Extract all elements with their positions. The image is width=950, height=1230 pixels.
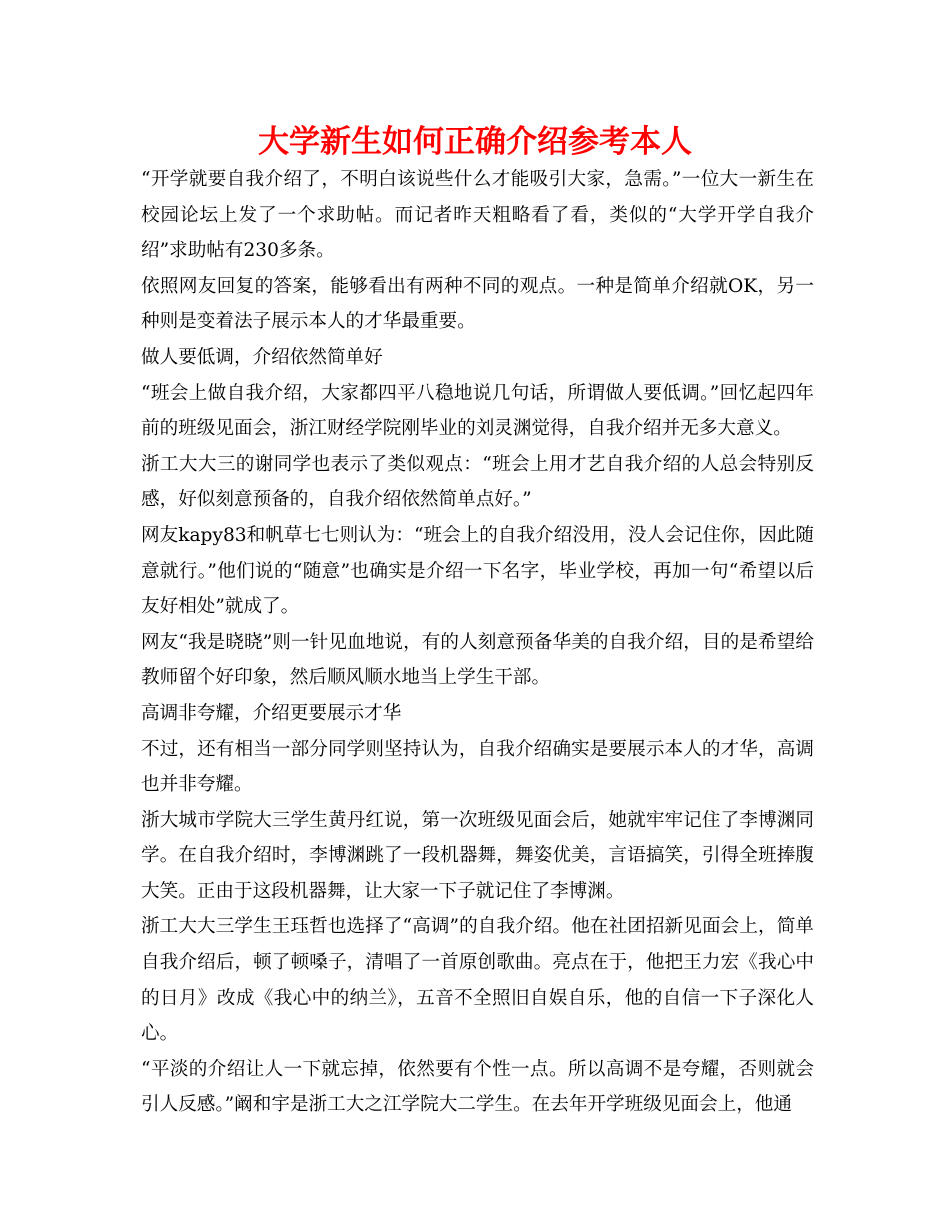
section-heading: 做人要低调，介绍依然简单好 bbox=[141, 346, 383, 368]
document-title: 大学新生如何正确介绍参考本人 bbox=[258, 124, 692, 160]
document-body bbox=[141, 162, 814, 1123]
paragraph: 浙大城市学院大三学生黄丹红说，第一次班级见面会后，她就牢牢记住了李博渊同学。在自我介绍时，李博渊跳了一段机器舞，舞姿优美，言语搞笑，引得全班捧腹大笑。正由于这段机器舞，让大家一下子就记住了李博渊。 bbox=[141, 809, 814, 902]
section-heading: 高调非夸耀，介绍更要展示才华 bbox=[141, 702, 402, 724]
paragraph: 不过，还有相当一部分同学则坚持认为，自我介绍确实是要展示本人的才华，高调也并非夸耀。 bbox=[141, 738, 814, 796]
paragraph: 浙工大大三的谢同学也表示了类似观点：“班会上用才艺自我介绍的人总会特别反感，好似刻意预备的，自我介绍依然简单点好。” bbox=[141, 453, 814, 511]
paragraph: “开学就要自我介绍了，不明白该说些什么才能吸引大家，急需。”一位大一新生在校园论坛上发了一个求助帖。而记者昨天粗略看了看，类似的“大学开学自我介绍”求助帖有230多条。 bbox=[141, 169, 814, 262]
paragraph: 网友“我是晓晓”则一针见血地说，有的人刻意预备华美的自我介绍，目的是希望给教师留个好印象，然后顺风顺水地当上学生干部。 bbox=[141, 631, 814, 689]
paragraph: 依照网友回复的答案，能够看出有两种不同的观点。一种是简单介绍就OK，另一种则是变着法子展示本人的才华最重要。 bbox=[141, 275, 814, 333]
paragraph: 浙工大大三学生王珏哲也选择了“高调”的自我介绍。他在社团招新见面会上，简单自我介绍后，顿了顿嗓子，清唱了一首原创歌曲。亮点在于，他把王力宏《我心中的日月》改成《我心中的纳兰》，五音不全照旧自娱自乐，他的自信一下子深化人心。 bbox=[141, 916, 814, 1045]
paragraph: 网友kapy83和帆草七七则认为：“班会上的自我介绍没用，没人会记住你，因此随意就行。”他们说的“随意”也确实是介绍一下名字，毕业学校，再加一句“希望以后友好相处”就成了。 bbox=[141, 524, 814, 618]
paragraph: “班会上做自我介绍，大家都四平八稳地说几句话，所谓做人要低调。”回忆起四年前的班级见面会，浙江财经学院刚毕业的刘灵渊觉得，自我介绍并无多大意义。 bbox=[141, 382, 814, 440]
paragraph: “平淡的介绍让人一下就忘掉，依然要有个性一点。所以高调不是夸耀，否则就会引人反感。”阚和宇是浙工大之江学院大二学生。在去年开学班级见面会上，他通 bbox=[141, 1058, 814, 1116]
